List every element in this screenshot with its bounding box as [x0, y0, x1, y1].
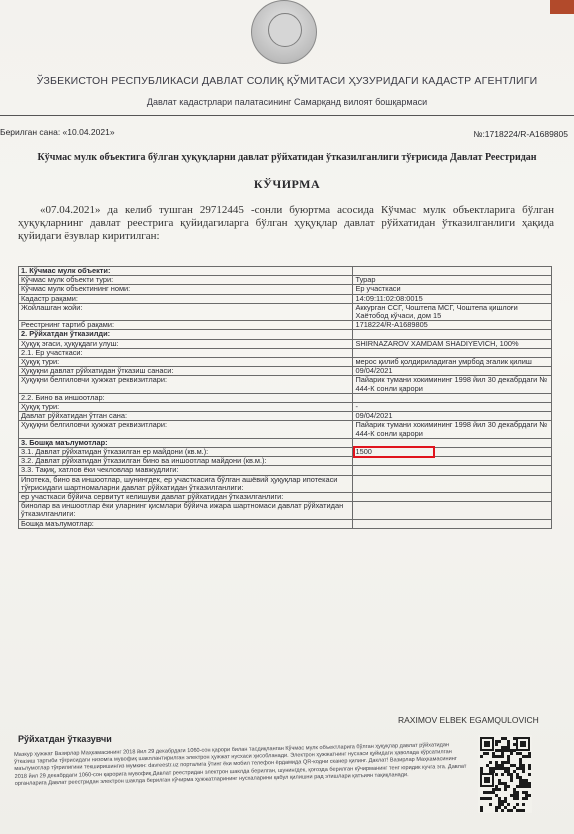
row-value: Пайарик тумани хокимининг 1998 йил 30 декабрдаги № 444-К сонли қарори [353, 376, 552, 393]
row-label: Кўчмас мулк объекти тури: [19, 276, 353, 285]
row-value [353, 393, 552, 402]
table-row [19, 421, 552, 438]
row-value: - [353, 403, 552, 412]
row-label: Давлат рўйхатидан ўтган сана: [19, 412, 353, 421]
issue-date: Берилган сана: «10.04.2021» [0, 127, 115, 137]
document-subtitle: КЎЧИРМА [253, 177, 321, 191]
table-row [19, 466, 552, 475]
header-divider [0, 115, 574, 116]
table-row [19, 294, 552, 303]
table-row [19, 519, 552, 528]
row-value [353, 457, 552, 466]
legal-footnote: Мазкур ҳужжат Вазирлар Маҳкамасининг 2018 йил 29 декабрдаги 1060-сон қарори билан тасдиқланган Кўчмас мулк объектларига бўлган ҳуқуқлар давлат рўйхатидан ўтказиш тартиби тўғрисидаги низомга мувофиқ шакллантирилган электрон ҳужжат нусхаси ҳисобланади. Электрон ҳужжатнинг нусхаси қуйидаги ҳаволада кўрсатилган маълумотлар тўғрилигини текширишингиз мумкин: davreestr.uz порталига ўтинг ёки мобил телефон ёрдамида QR-кодни сканер қилинг. Даклат! Вазирлар Маҳкамасининг 2018 йил 29 декабрдаги 1060-сон қарорига мувофиқ Давлат реестридан электрон шаклда берилган, шунингдек, қоғозда берилган кўчирманинг тенг юридик кучга эга. Давлат органларига Давлат реестридан электрон шаклда берилган кўчирма ҳужжатларининг нусхаларини қабул қилишни рад этишлари қатъиян тақиқланади. [14, 742, 467, 787]
table-row [19, 339, 552, 348]
row-label: 3.2. Давлат рўйхатидан ўтказилган бино ва иншоотлар майдони (кв.м.): [19, 457, 353, 466]
row-label: Ҳуқуқ тури: [19, 358, 353, 367]
row-value: 09/04/2021 [353, 367, 552, 376]
row-label: 3.3. Тақиқ, хатлов ёки чекловлар мавжудлиги: [19, 466, 353, 475]
row-value [353, 267, 552, 276]
row-label: 3. Бошқа маълумотлар: [19, 438, 353, 447]
row-label: 2.1. Ер участкаси: [19, 348, 353, 357]
row-label: Ҳуқуқ тури: [19, 403, 353, 412]
intro-paragraph: «07.04.2021» да келиб тушган 29712445 -сонли буюртма асосида Кўчмас мулк объектларига бўлган ҳуқуқларнинг давлат реестрига қуйидагиларга бўлган ҳуқуқлар давлат рўйхатидан ўтказилганлиги ҳақида қуйидаги ёзувлар киритилган: [18, 204, 554, 242]
row-value [353, 438, 552, 447]
qr-code-icon [478, 735, 532, 813]
row-value: 1718224/R-A1689805 [353, 321, 552, 330]
row-label: Бошқа маълумотлар: [19, 519, 353, 528]
row-value: 14:09:11:02:08:0015 [353, 294, 552, 303]
row-label: Кўчмас мулк объектининг номи: [19, 285, 353, 294]
authority-label: Рўйхатдан ўтказувчи [18, 734, 112, 744]
row-value: Аккурган ССГ, Чоштепа МСГ, Чоштепа қишлоғи Хаётобод кўчаси, дом 15 [353, 303, 552, 320]
table-row [19, 376, 552, 393]
row-value [353, 448, 552, 457]
table-row [19, 330, 552, 339]
corner-mark [550, 0, 574, 14]
table-row [19, 285, 552, 294]
row-label: ер участкаси бўйича сервитут келишуви давлат рўйхатидан ўтказилганлиги: [19, 493, 353, 502]
row-value [353, 493, 552, 502]
row-value: Пайарик тумани хокимининг 1998 йил 30 декабрдаги № 444-К сонли қарори [353, 421, 552, 438]
state-emblem-icon [251, 0, 317, 64]
table-row [19, 303, 552, 320]
table-row [19, 475, 552, 492]
registry-table [18, 266, 552, 529]
row-value: Ер участкаси [353, 285, 552, 294]
row-value: 09/04/2021 [353, 412, 552, 421]
row-value: SHIRNAZAROV XAMDAM SHADIYEVICH, 100% [353, 339, 552, 348]
row-value: Турар [353, 276, 552, 285]
row-label: 2. Рўйхатдан ўтказилди: [19, 330, 353, 339]
chamber-name: Давлат кадастрлари палатасининг Самарқанд вилоят бошқармаси [146, 97, 428, 107]
row-value [353, 519, 552, 528]
row-label: Жойлашган жойи: [19, 303, 353, 320]
row-label: 2.2. Бино ва иншоотлар: [19, 393, 353, 402]
table-row [19, 502, 552, 519]
document-number: №:1718224/R-A1689805 [473, 129, 568, 139]
row-value [353, 475, 552, 492]
row-label: бинолар ва иншоотлар ёки уларнинг қисмлари бўйича ижара шартномаси давлат рўйхатидан ўтказилганлиги: [19, 502, 353, 519]
table-row [19, 393, 552, 402]
row-label: 1. Кўчмас мулк объекти: [19, 267, 353, 276]
row-label: Реестрнинг тартиб рақами: [19, 321, 353, 330]
document-title: Кўчмас мулк объектига бўлган ҳуқуқларни давлат рўйхатидан ўтказилганлиги тўғрисида Давлат Реестридан [37, 152, 537, 163]
row-label: Ҳуқуқни давлат рўйхатидан ўтказиш санаси: [19, 367, 353, 376]
row-value: мерос қилиб қолдириладиган умрбод эгалик қилиш [353, 358, 552, 367]
row-value [353, 330, 552, 339]
agency-name: ЎЗБЕКИСТОН РЕСПУБЛИКАСИ ДАВЛАТ СОЛИҚ ҚЎМИТАСИ ҲУЗУРИДАГИ КАДАСТР АГЕНТЛИГИ [36, 75, 538, 87]
row-label: Ҳуқуқни белгиловчи ҳужжат реквизитлари: [19, 421, 353, 438]
signer-name: RAXIMOV ELBEK EGAMQULOVICH [398, 715, 539, 725]
row-label: Ҳуқуқ эгаси, ҳуқуқдаги улуш: [19, 339, 353, 348]
row-value [353, 466, 552, 475]
highlighted-area-value: 1500 [355, 448, 433, 456]
row-label: Кадастр рақами: [19, 294, 353, 303]
row-value [353, 502, 552, 519]
row-label: Ҳуқуқни белгиловчи ҳужжат реквизитлари: [19, 376, 353, 393]
row-label: Ипотека, бино ва иншоотлар, шунингдек, ер участкасига бўлган ашёвий ҳуқуқлар ипотекаси тўғрисидаги шартномаларни давлат рўйхатидан ўтказилганлиги: [19, 475, 353, 492]
row-label: 3.1. Давлат рўйхатидан ўтказилган ер майдони (кв.м.): [19, 448, 353, 457]
